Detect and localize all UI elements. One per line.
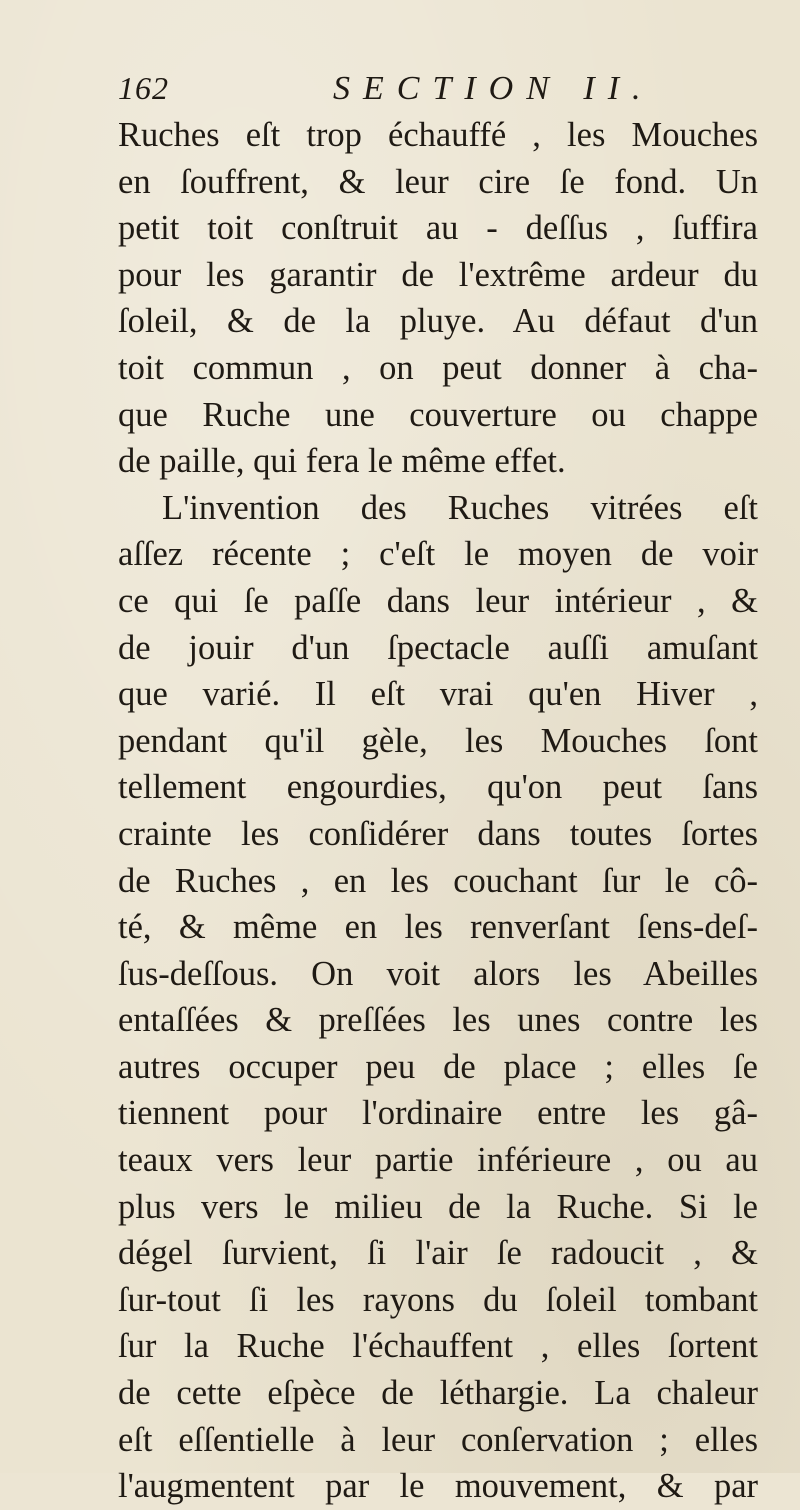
text-line: toit commun , on peut donner à cha- — [118, 348, 758, 387]
text-line: teaux vers leur partie inférieure , ou au — [118, 1141, 758, 1180]
text-line: tellement engourdies, qu'on peut ſans — [118, 768, 758, 807]
text-line: ſus-deſſous. On voit alors les Abeilles — [118, 954, 758, 993]
running-head: SECTION II. — [333, 70, 654, 107]
text-line: de jouir d'un ſpectacle auſſi amuſant — [118, 628, 758, 667]
text-line: pour les garantir de l'extrême ardeur du — [118, 255, 758, 294]
page-number: 162 — [118, 70, 169, 106]
text-line: tiennent pour l'ordinaire entre les gâ- — [118, 1094, 758, 1133]
text-line: en ſouffrent, & leur cire ſe fond. Un — [118, 162, 758, 201]
text-line: ſoleil, & de la pluye. Au défaut d'un — [118, 302, 758, 341]
text-line: eſt eſſentielle à leur conſervation ; elles — [118, 1420, 758, 1459]
text-line: ſur-tout ſi les rayons du ſoleil tombant — [118, 1280, 758, 1319]
text-line: aſſez récente ; c'eſt le moyen de voir — [118, 535, 758, 574]
text-line: entaſſées & preſſées les unes contre les — [118, 1001, 758, 1040]
text-line: l'augmentent par le mouvement, & par — [118, 1467, 758, 1506]
text-line: pendant qu'il gèle, les Mouches ſont — [118, 721, 758, 760]
text-line: petit toit conſtruit au - deſſus , ſuffira — [118, 209, 758, 248]
text-line: que Ruche une couverture ou chappe — [118, 395, 758, 434]
text-line: de Ruches , en les couchant ſur le cô- — [118, 861, 758, 900]
body-text — [118, 112, 758, 1510]
text-line: ce qui ſe paſſe dans leur intérieur , & — [118, 581, 758, 620]
text-line: Ruches eſt trop échauffé , les Mouches — [118, 116, 758, 154]
text-line: plus vers le milieu de la Ruche. Si le — [118, 1187, 758, 1226]
text-line: de cette eſpèce de léthargie. La chaleur — [118, 1374, 758, 1413]
text-line: té, & même en les renverſant ſens-deſ- — [118, 908, 758, 947]
text-line: que varié. Il eſt vrai qu'en Hiver , — [118, 675, 758, 714]
text-line: crainte les conſidérer dans toutes ſortes — [118, 814, 758, 853]
page-header — [118, 70, 758, 114]
paragraph-first-line: L'invention des Ruches vitrées eſt — [162, 488, 758, 527]
text-line: de paille, qui fera le même effet. — [118, 442, 566, 481]
text-line: autres occuper peu de place ; elles ſe — [118, 1047, 758, 1086]
text-line: ſur la Ruche l'échauffent , elles ſortent — [118, 1327, 758, 1366]
text-line: dégel ſurvient, ſi l'air ſe radoucit , & — [118, 1234, 758, 1273]
